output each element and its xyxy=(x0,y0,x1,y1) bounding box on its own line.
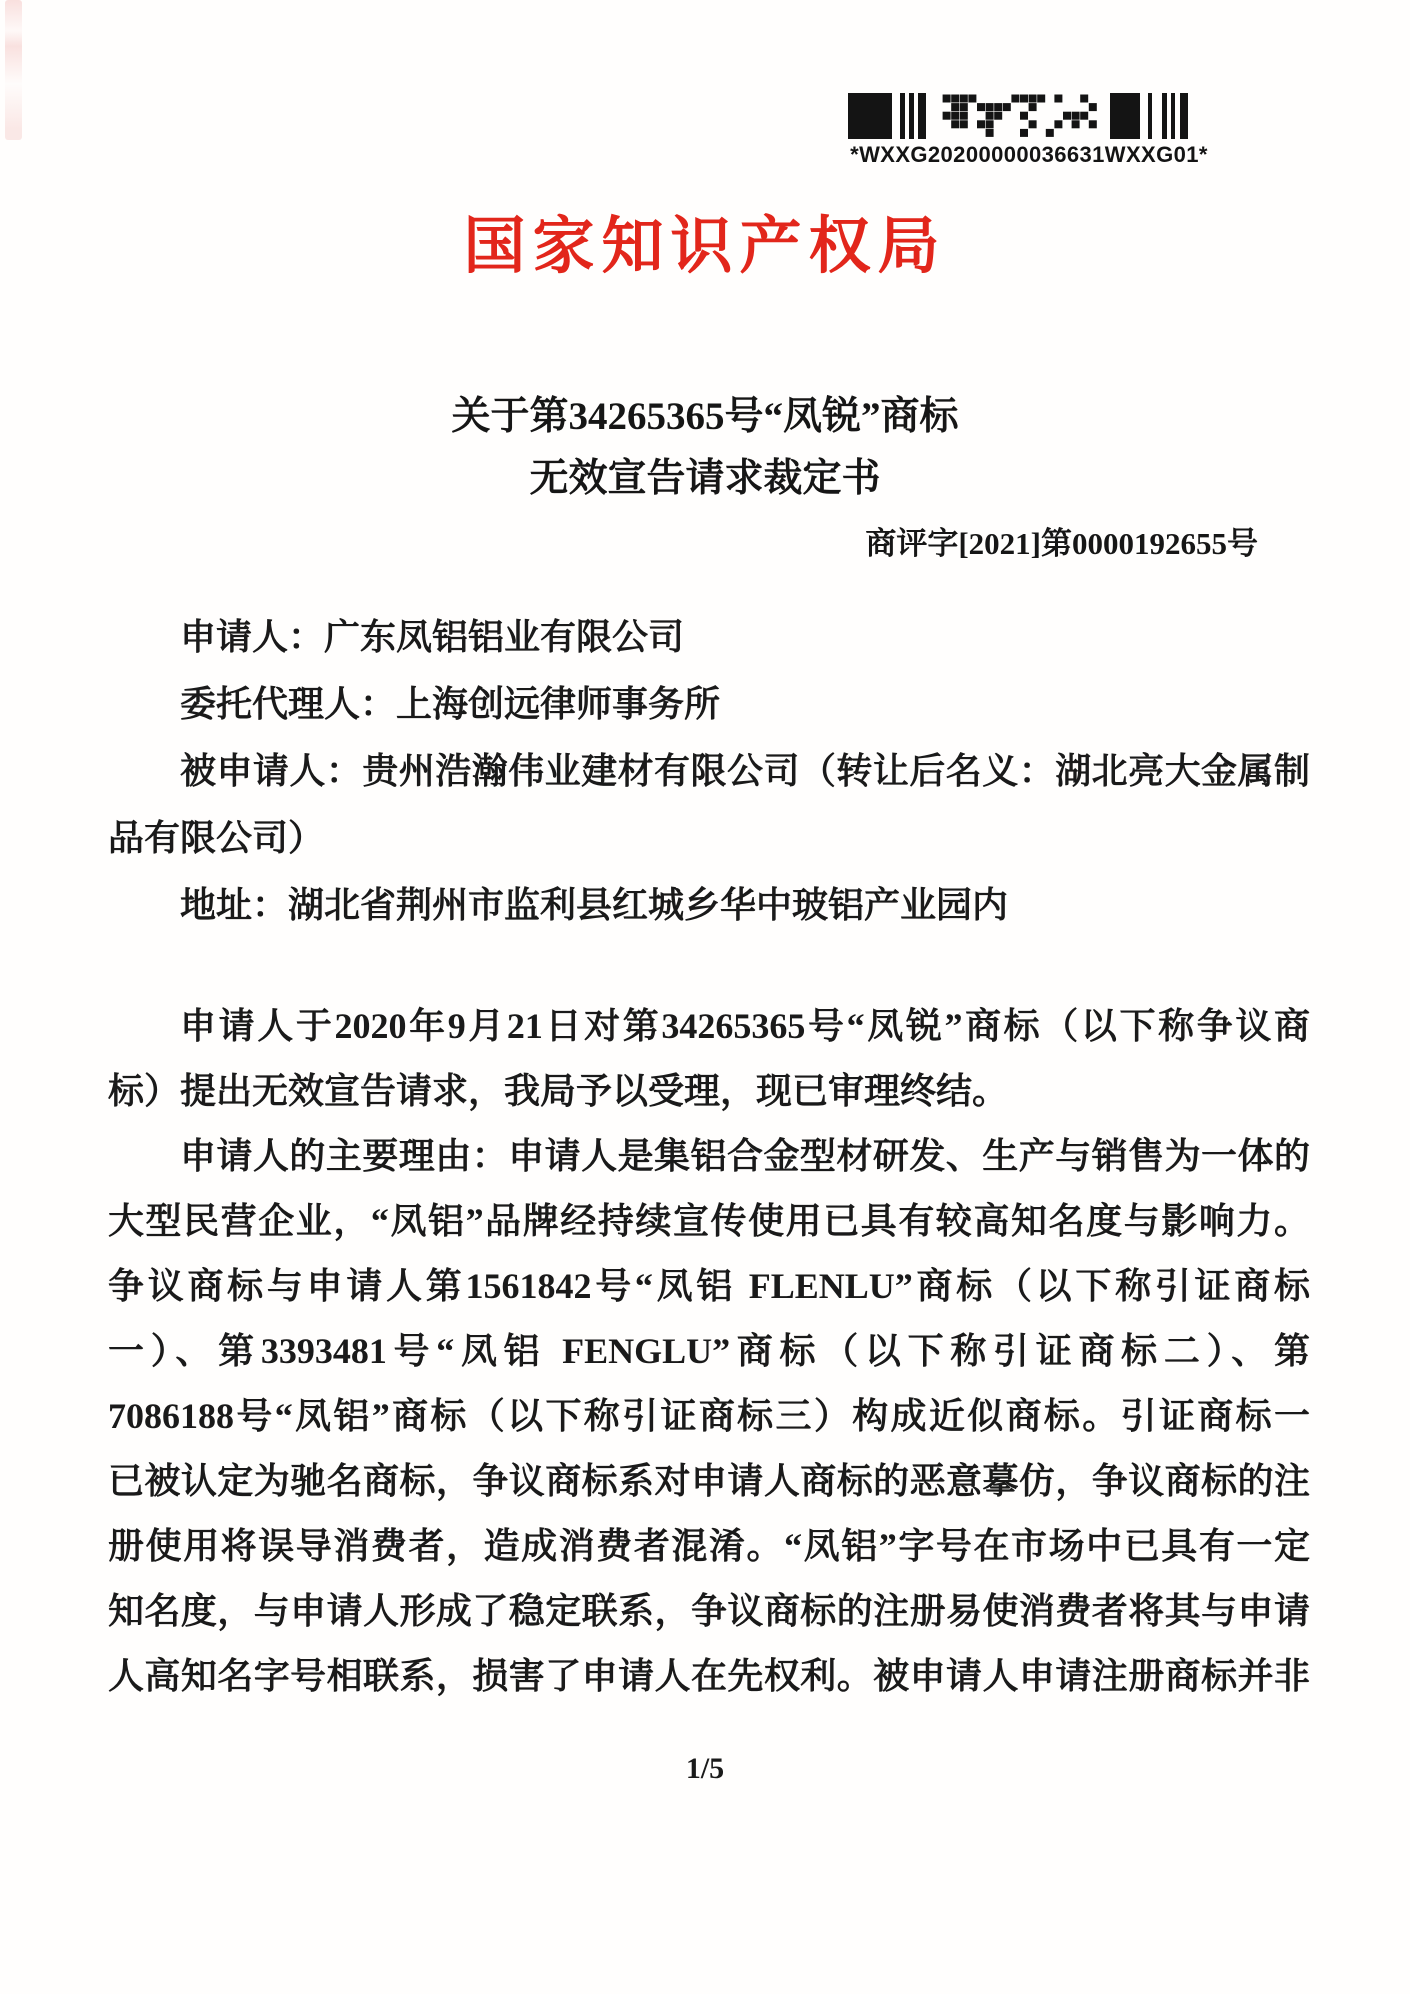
document-title xyxy=(0,386,1410,510)
body-line: 被申请人：贵州浩瀚伟业建材有限公司（转让后名义：湖北亮大金属制 xyxy=(180,751,1310,791)
document-number: 商评字[2021]第0000192655号 xyxy=(865,526,1258,561)
body-line: 委托代理人：上海创远律师事务所 xyxy=(180,684,721,724)
body-line: 申请人于2020年9月21日对第34265365号“凤锐”商标（以下称争议商 xyxy=(180,1006,1310,1046)
body-line: 大型民营企业，“凤铝”品牌经持续宣传使用已具有较高知名度与影响力。 xyxy=(108,1201,1310,1241)
document-body xyxy=(108,994,1310,1709)
body-line: 申请人的主要理由：申请人是集铝合金型材研发、生产与销售为一体的 xyxy=(180,1136,1310,1176)
body-line: 申请人：广东凤铝铝业有限公司 xyxy=(180,617,685,657)
body-line: 册使用将误导消费者，造成消费者混淆。“凤铝”字号在市场中已具有一定 xyxy=(108,1526,1310,1566)
document-title-line1: 关于第34265365号“凤锐”商标 xyxy=(451,395,959,438)
body-line: 争议商标与申请人第1561842号“凤铝 FLENLU”商标（以下称引证商标 xyxy=(108,1266,1310,1306)
body-line: 一）、第3393481号“凤铝 FENGLU”商标（以下称引证商标二）、第 xyxy=(108,1331,1310,1371)
barcode-block xyxy=(848,92,1210,168)
body-line: 7086188号“凤铝”商标（以下称引证商标三）构成近似商标。引证商标一 xyxy=(108,1396,1310,1436)
body-line: 知名度，与申请人形成了稳定联系，争议商标的注册易使消费者将其与申请 xyxy=(108,1591,1310,1631)
page-number: 1/5 xyxy=(685,1752,725,1785)
body-line: 品有限公司） xyxy=(108,818,325,858)
document-title-line2: 无效宣告请求裁定书 xyxy=(529,457,881,500)
agency-title: 国家知识产权局 xyxy=(463,213,947,281)
body-line: 地址：湖北省荆州市监利县红城乡华中玻铝产业园内 xyxy=(180,885,1009,925)
body-line: 标）提出无效宣告请求，我局予以受理，现已审理终结。 xyxy=(108,1071,1009,1111)
party-info-block xyxy=(108,604,1310,939)
body-line: 人高知名字号相联系，损害了申请人在先权利。被申请人申请注册商标并非 xyxy=(108,1656,1310,1696)
barcode-text: *WXXG20200000036631WXXG01* xyxy=(850,142,1208,167)
scan-artifact-mark xyxy=(5,0,22,140)
body-line: 已被认定为驰名商标，争议商标系对申请人商标的恶意摹仿，争议商标的注 xyxy=(108,1461,1310,1501)
barcode-image xyxy=(848,92,1210,140)
